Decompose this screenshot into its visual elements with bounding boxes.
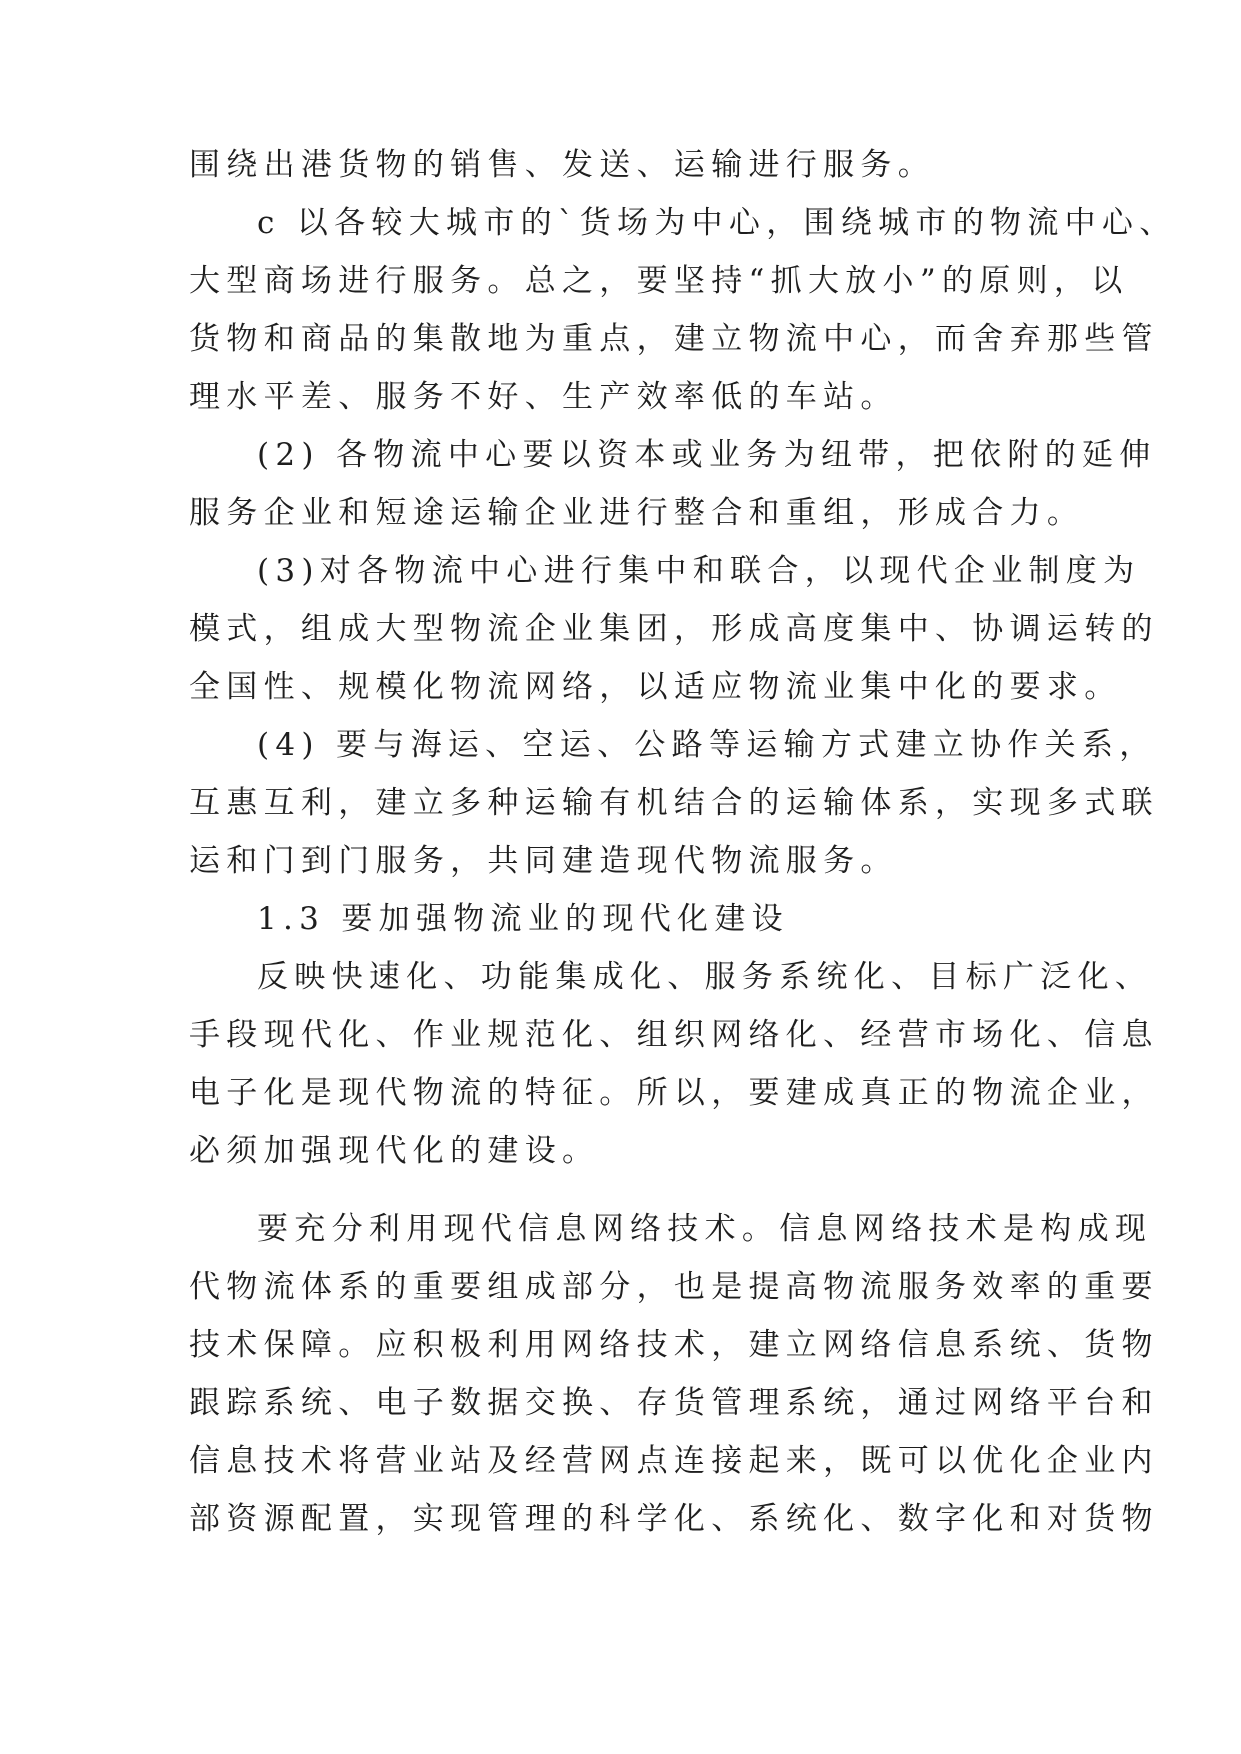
text-line: 货物和商品的集散地为重点，建立物流中心，而舍弃那些管 [189,321,1159,357]
text-line: 互惠互利，建立多种运输有机结合的运输体系，实现多式联 [189,785,1159,821]
text-line: (4) 要与海运、空运、公路等运输方式建立协作关系， [257,727,1157,763]
text-line: 跟踪系统、电子数据交换、存货管理系统，通过网络平台和 [189,1385,1159,1421]
text-line: 运和门到门服务，共同建造现代物流服务。 [189,843,898,879]
text-line: 必须加强现代化的建设。 [189,1133,600,1169]
text-line: 围绕出港货物的销售、发送、运输进行服务。 [189,147,935,183]
text-line: 模式，组成大型物流企业集团，形成高度集中、协调运转的 [189,611,1159,647]
text-line: 技术保障。应积极利用网络技术，建立网络信息系统、货物 [189,1327,1159,1363]
text-line: 理水平差、服务不好、生产效率低的车站。 [189,379,898,415]
text-line: 信息技术将营业站及经营网点连接起来，既可以优化企业内 [189,1443,1159,1479]
text-line: c 以各较大城市的`货场为中心，围绕城市的物流中心、 [257,205,1177,241]
text-line: 要充分利用现代信息网络技术。信息网络技术是构成现 [257,1211,1153,1247]
text-line: (2) 各物流中心要以资本或业务为纽带，把依附的延伸 [257,437,1157,473]
text-line: 代物流体系的重要组成部分，也是提高物流服务效率的重要 [189,1269,1159,1305]
text-line: 全国性、规模化物流网络，以适应物流业集中化的要求。 [189,669,1122,705]
section-heading: 1.3 要加强物流业的现代化建设 [257,901,789,937]
text-line: 电子化是现代物流的特征。所以，要建成真正的物流企业， [189,1075,1159,1111]
text-line: 大型商场进行服务。总之，要坚持“抓大放小”的原则，以 [189,263,1129,299]
text-line: 部资源配置，实现管理的科学化、系统化、数字化和对货物 [189,1501,1159,1537]
text-line: 反映快速化、功能集成化、服务系统化、目标广泛化、 [257,959,1153,995]
text-line: (3)对各物流中心进行集中和联合，以现代企业制度为 [257,553,1141,589]
text-line: 服务企业和短途运输企业进行整合和重组，形成合力。 [189,495,1085,531]
text-line: 手段现代化、作业规范化、组织网络化、经营市场化、信息 [189,1017,1159,1053]
